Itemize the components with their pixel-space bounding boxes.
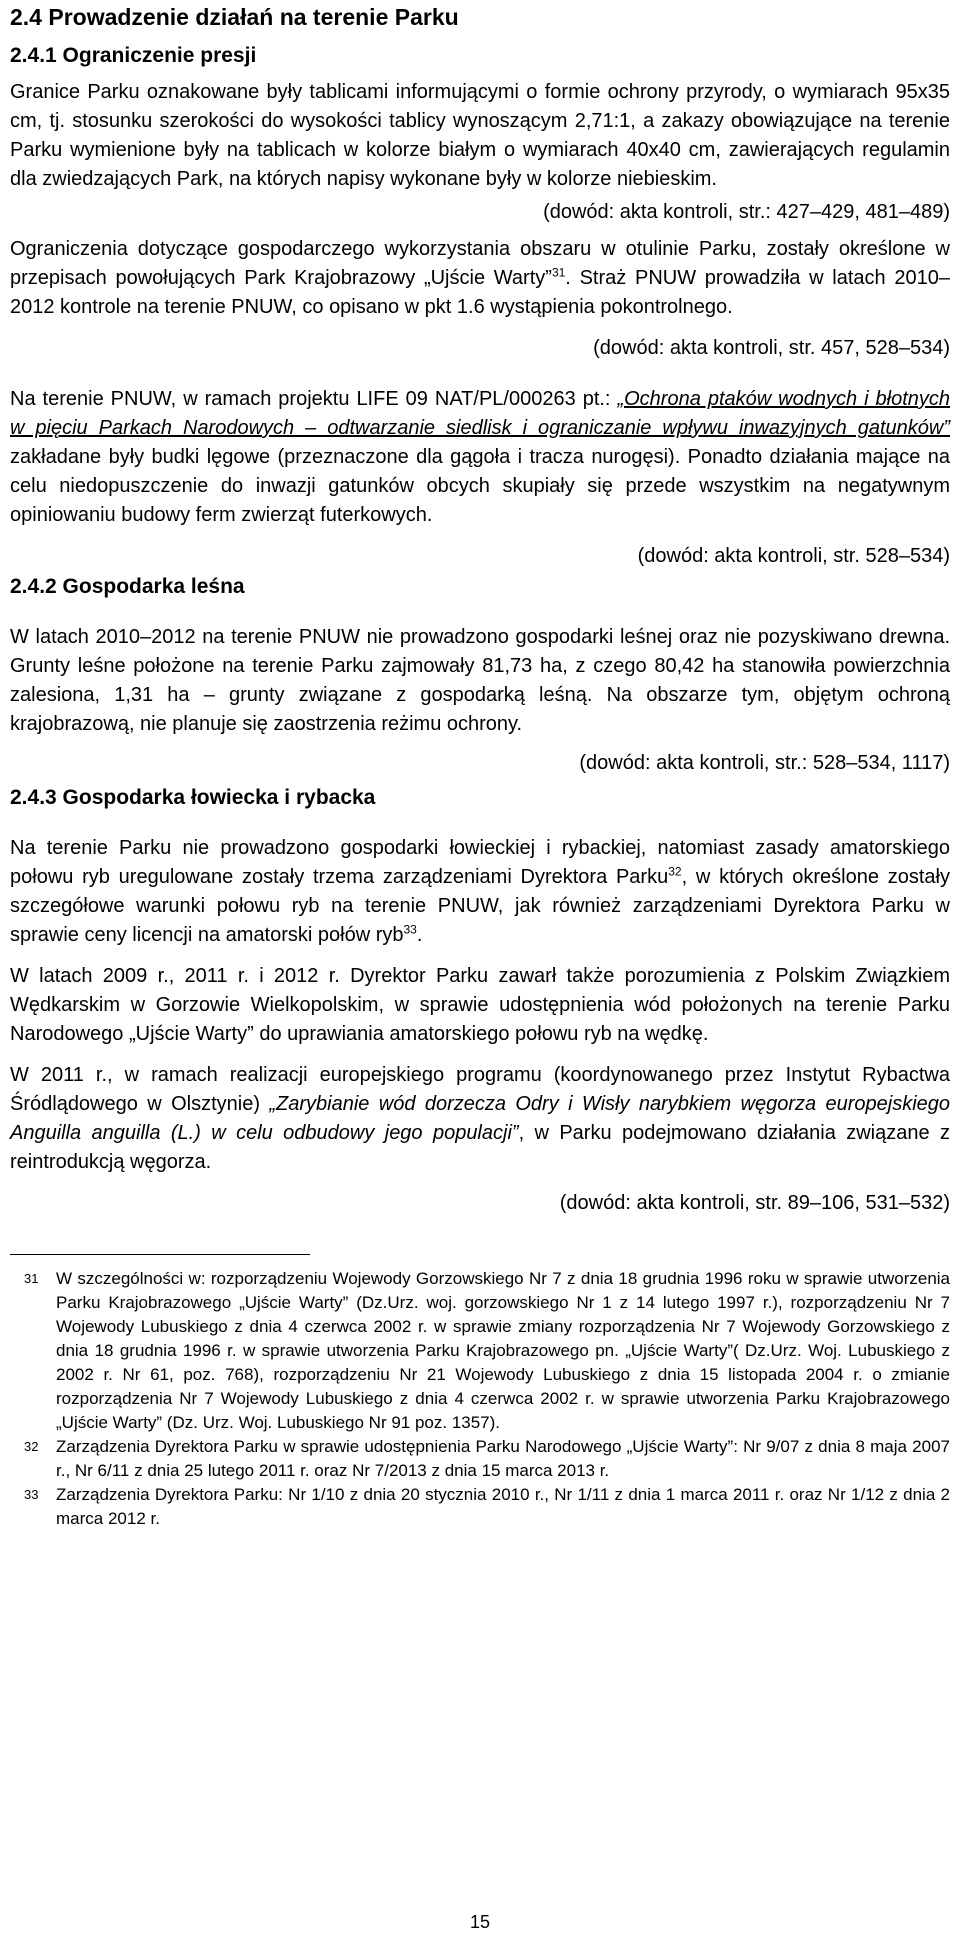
footnote-number: 33 — [24, 1487, 39, 1502]
program-title: „Zarybianie wód dorzecza Odry i Wisły narybkiem węgorza europejskiego Anguilla anguilla (L.) w celu odbudowy jego populacji” — [10, 1093, 951, 1144]
footnote-32 — [10, 1435, 950, 1483]
paragraph: Granice Parku oznakowane były tablicami informującymi o formie ochrony przyrody, o wymiarach 95x35 cm, tj. stosunku szerokości do wysokości tablicy wynoszącym 2,71:1, a zakazy obowiązujące na terenie Parku wymienione były na tablicach w kolorze białym o wymiarach 40x40 cm, zawierających regulamin dla zwiedzających Park, na których napisy wykonane były w kolorze niebieskim. — [10, 81, 950, 190]
paragraph: W latach 2010–2012 na terenie PNUW nie prowadzono gospodarki leśnej oraz nie pozyskiwano drewna. Grunty leśne położone na terenie Parku zajmowały 81,73 ha, z czego 80,42 ha stanowiła powierzchnia zalesiona, 1,31 ha – grunty związane z gospodarką leśną. Na obszarze tym, objętym ochroną krajobrazową, nie planuje się zaostrzenia reżimu ochrony. — [10, 626, 950, 735]
paragraph-text: Na terenie Parku nie prowadzono gospodarki łowieckiej i rybackiej, natomiast zasady amatorskiego połowu ryb uregulowane zostały trzema zarządzeniami Dyrektora Parku — [10, 837, 950, 888]
subsection-title-2-4-1: 2.4.1 Ograniczenie presji — [10, 44, 257, 67]
footnote-number: 32 — [24, 1439, 39, 1454]
paragraph-text: , w których określone zostały szczegółowe warunki połowu ryb na terenie PNUW, jak również zarządzeniami Dyrektora Parku w sprawie ceny licencji na amatorski połów ryb — [10, 866, 950, 946]
paragraph-text: Ograniczenia dotyczące gospodarczego wykorzystania obszaru w otulinie Parku, zostały określone w przepisach powołujących Park Krajobrazowy „Ujście Warty” — [10, 238, 950, 289]
evidence-reference: (dowód: akta kontroli, str. 89–106, 531–532) — [559, 1192, 950, 1214]
paragraph-text: W 2011 r., w ramach realizacji europejskiego programu (koordynowanego przez Instytut Rybactwa Śródlądowego w Olsztynie) — [10, 1064, 950, 1115]
project-title: „Ochrona ptaków wodnych i błotnych w pięciu Parkach Narodowych – odtwarzanie siedlisk i ograniczanie wpływu inwazyjnych gatunków” — [10, 388, 950, 439]
evidence-reference: (dowód: akta kontroli, str. 457, 528–534) — [593, 337, 950, 359]
paragraph — [10, 385, 950, 530]
paragraph — [10, 1061, 950, 1177]
footnote-ref-33[interactable]: 33 — [403, 922, 417, 937]
footnote-text: Zarządzenia Dyrektora Parku w sprawie udostępnienia Parku Narodowego „Ujście Warty”: Nr 9/07 z dnia 8 maja 2007 r., Nr 6/11 z dnia 25 lutego 2011 r. oraz Nr 7/2013 z dnia 15 marca 2013 r. — [56, 1437, 950, 1480]
footnote-separator — [10, 1254, 310, 1255]
footnote-31 — [10, 1267, 950, 1435]
paragraph — [10, 235, 950, 322]
evidence-reference: (dowód: akta kontroli, str.: 427–429, 481–489) — [543, 201, 950, 223]
page-number: 15 — [469, 1912, 491, 1932]
paragraph — [10, 834, 950, 950]
footnotes — [10, 1254, 950, 1531]
paragraph-text: . — [416, 924, 423, 946]
footnote-text: Zarządzenia Dyrektora Parku: Nr 1/10 z dnia 20 stycznia 2010 r., Nr 1/11 z dnia 1 marca 2011 r. oraz Nr 1/12 z dnia 2 marca 2012 r. — [56, 1485, 950, 1528]
paragraph-text: , w Parku podejmowano działania związane z reintrodukcją węgorza. — [10, 1122, 950, 1173]
paragraph-text: zakładane były budki lęgowe (przeznaczone dla gągoła i tracza nurogęsi). Ponadto działania mające na celu niedopuszczenie do inwazji gatunków obcych skupiały się przede wszystkim na negatywnym opiniowaniu budowy ferm zwierząt futerkowych. — [10, 446, 950, 526]
paragraph-text: Na terenie PNUW, w ramach projektu LIFE 09 NAT/PL/000263 pt.: — [10, 388, 618, 410]
footnote-33 — [10, 1483, 950, 1531]
footnote-text: W szczególności w: rozporządzeniu Wojewody Gorzowskiego Nr 7 z dnia 18 grudnia 1996 roku w sprawie utworzenia Parku Krajobrazowego „Ujście Warty” (Dz.Urz. woj. gorzowskiego Nr 1 z 14 lutego 1997 r.), rozporządzeniu Nr 7 Wojewody Lubuskiego z dnia 4 czerwca 2002 r. w sprawie zmiany rozporządzenia Nr 7 Wojewody Gorzowskiego z dnia 18 grudnia 1996 r. w sprawie utworzenia Parku Krajobrazowego pn. „Ujście Warty”( Dz.Urz. Woj. Lubuskiego z 2002 r. Nr 61, poz. 768), rozporządzeniu Nr 21 Wojewody Lubuskiego z dnia 15 listopada 2004 r. o zmianie rozporządzenia Nr 7 Wojewody Lubuskiego z dnia 4 czerwca 2002 r. w sprawie utworzenia Parku Krajobrazowego „Ujście Warty” (Dz. Urz. Woj. Lubuskiego Nr 91 poz. 1357). — [56, 1269, 950, 1432]
paragraph-text: . Straż PNUW prowadziła w latach 2010–2012 kontrole na terenie PNUW, co opisano w pkt 1.6 wystąpienia pokontrolnego. — [10, 267, 950, 318]
paragraph: W latach 2009 r., 2011 r. i 2012 r. Dyrektor Parku zawarł także porozumienia z Polskim Związkiem Wędkarskim w Gorzowie Wielkopolskim, w sprawie udostępnienia wód położonych na terenie Parku Narodowego „Ujście Warty” do uprawiania amatorskiego połowu ryb na wędkę. — [10, 965, 950, 1045]
evidence-reference: (dowód: akta kontroli, str. 528–534) — [637, 545, 950, 567]
subsection-title-2-4-3: 2.4.3 Gospodarka łowiecka i rybacka — [10, 786, 376, 809]
footnote-ref-31[interactable]: 31 — [551, 265, 566, 280]
footnote-ref-32[interactable]: 32 — [668, 864, 682, 879]
subsection-title-2-4-2: 2.4.2 Gospodarka leśna — [10, 575, 245, 598]
evidence-reference: (dowód: akta kontroli, str.: 528–534, 1117) — [579, 752, 950, 774]
footnote-number: 31 — [24, 1271, 39, 1286]
section-title: 2.4 Prowadzenie działań na terenie Parku — [10, 4, 459, 30]
